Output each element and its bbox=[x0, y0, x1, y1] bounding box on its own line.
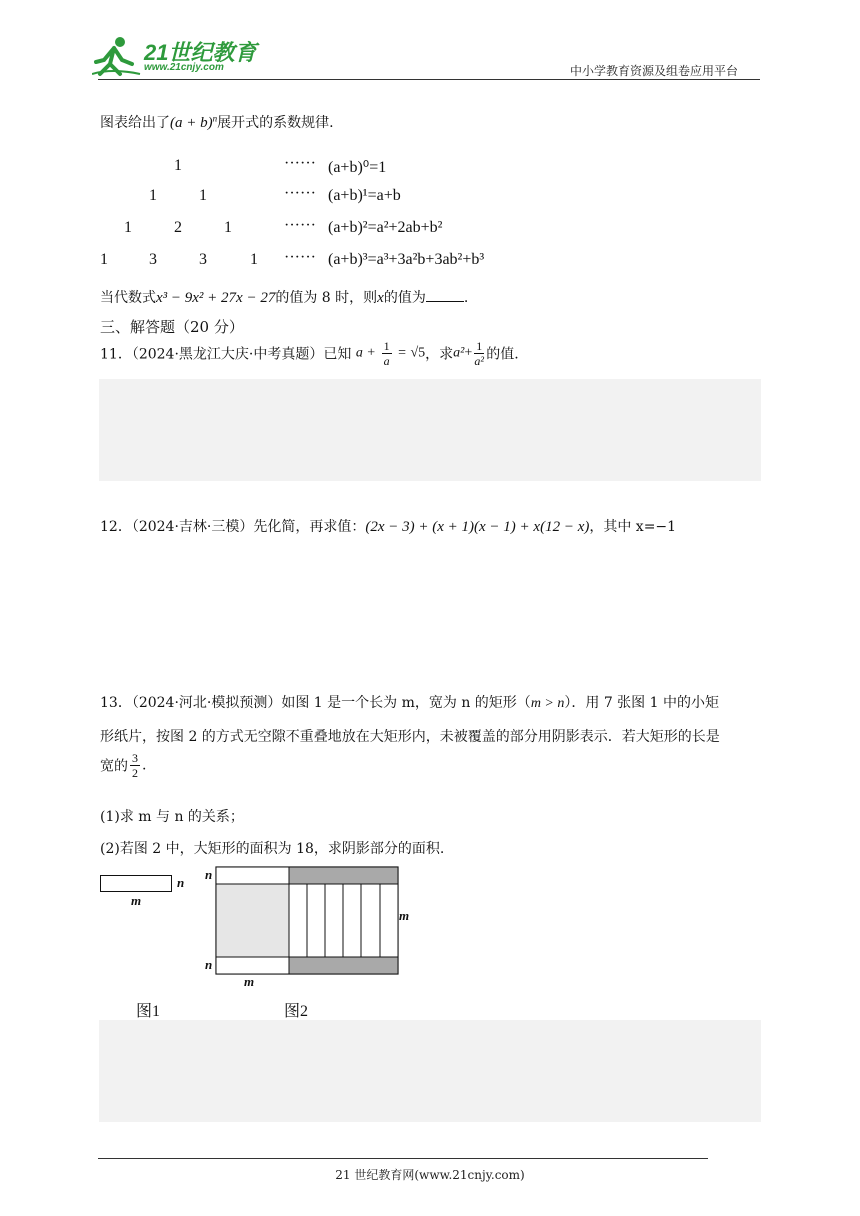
footer-text: 21 世纪教育网(www.21cnjy.com) bbox=[335, 1168, 525, 1182]
answer-area[interactable] bbox=[99, 379, 761, 481]
logo-text: 21世纪教育 bbox=[144, 40, 257, 65]
expression: (2x − 3) + (x + 1)(x − 1) + x(12 − x) bbox=[365, 519, 590, 535]
answer-area[interactable] bbox=[99, 1020, 761, 1122]
fraction: $\frac{3}{2}$ bbox=[132, 751, 138, 780]
figure-2: n n m m bbox=[200, 864, 420, 994]
q13-sub2: (2)若图 2 中，大矩形的面积为 18，求阴影部分的面积. bbox=[100, 841, 445, 857]
q10-question: 当代数式x³ − 9x² + 27x − 27的值为 8 时，则x的值为 . bbox=[100, 290, 469, 306]
figure-2-caption: 图2 bbox=[284, 1003, 309, 1020]
header-logo bbox=[92, 34, 262, 78]
polynomial-expr: x³ − 9x² + 27x − 27 bbox=[156, 290, 276, 306]
triangle-row: 1 3 3 1 (a+b)³=a³+3a²b+3ab²+b³ ······ bbox=[100, 249, 485, 268]
q10-intro: 图表给出了$(a + b)^n$展开式的系数规律. bbox=[100, 113, 334, 131]
platform-text: 中小学教育资源及组卷应用平台 bbox=[570, 64, 739, 78]
figure-2-drawing bbox=[200, 864, 420, 994]
figure-1: n m bbox=[99, 872, 199, 912]
header-divider bbox=[98, 79, 760, 80]
section-title: 三、解答题（20 分） bbox=[100, 318, 244, 336]
figure-1-caption: 图1 bbox=[136, 1003, 161, 1020]
q13-line3: 宽的 $\frac{3}{2}$ . bbox=[100, 751, 147, 780]
triangle-row: 1 (a+b)⁰=1 ······ bbox=[174, 155, 387, 176]
fraction: $\frac{1}{a}$ bbox=[383, 339, 390, 368]
q13-line2: 形纸片，按图 2 的方式无空隙不重叠地放在大矩形内，未被覆盖的部分用阴影表示．若大矩形的长是 bbox=[100, 729, 720, 745]
q13-line1: 13．（2024·河北·模拟预测）如图 1 是一个长为 m，宽为 n 的矩形（m > n）．用 7 张图 1 中的小矩 bbox=[100, 695, 719, 711]
footer-divider bbox=[98, 1158, 708, 1159]
small-rectangle bbox=[100, 875, 172, 892]
fraction: $\frac{1}{\text{a²}}$ bbox=[474, 339, 485, 368]
logo-url: www.21cnjy.com bbox=[144, 62, 224, 73]
triangle-row: 1 1 (a+b)¹=a+b ······ bbox=[149, 185, 401, 204]
runner-icon bbox=[92, 34, 142, 78]
q13-sub1: (1)求 m 与 n 的关系； bbox=[100, 809, 244, 825]
q11-text: 11．（2024·黑龙江大庆·中考真题）已知 a + $\frac{1}{a}$ = √5，求a²+ $\frac{1}{\text{a²}}$ 的值. bbox=[100, 339, 519, 368]
binomial-expr: (a + b) bbox=[170, 115, 213, 131]
triangle-row: 1 2 1 (a+b)²=a²+2ab+b² ······ bbox=[124, 217, 443, 236]
answer-blank[interactable] bbox=[426, 289, 464, 302]
q12-text: 12．（2024·吉林·三模）先化简，再求值：(2x − 3) + (x + 1)(x − 1) + x(12 − x)，其中 x=−1 bbox=[100, 519, 677, 535]
